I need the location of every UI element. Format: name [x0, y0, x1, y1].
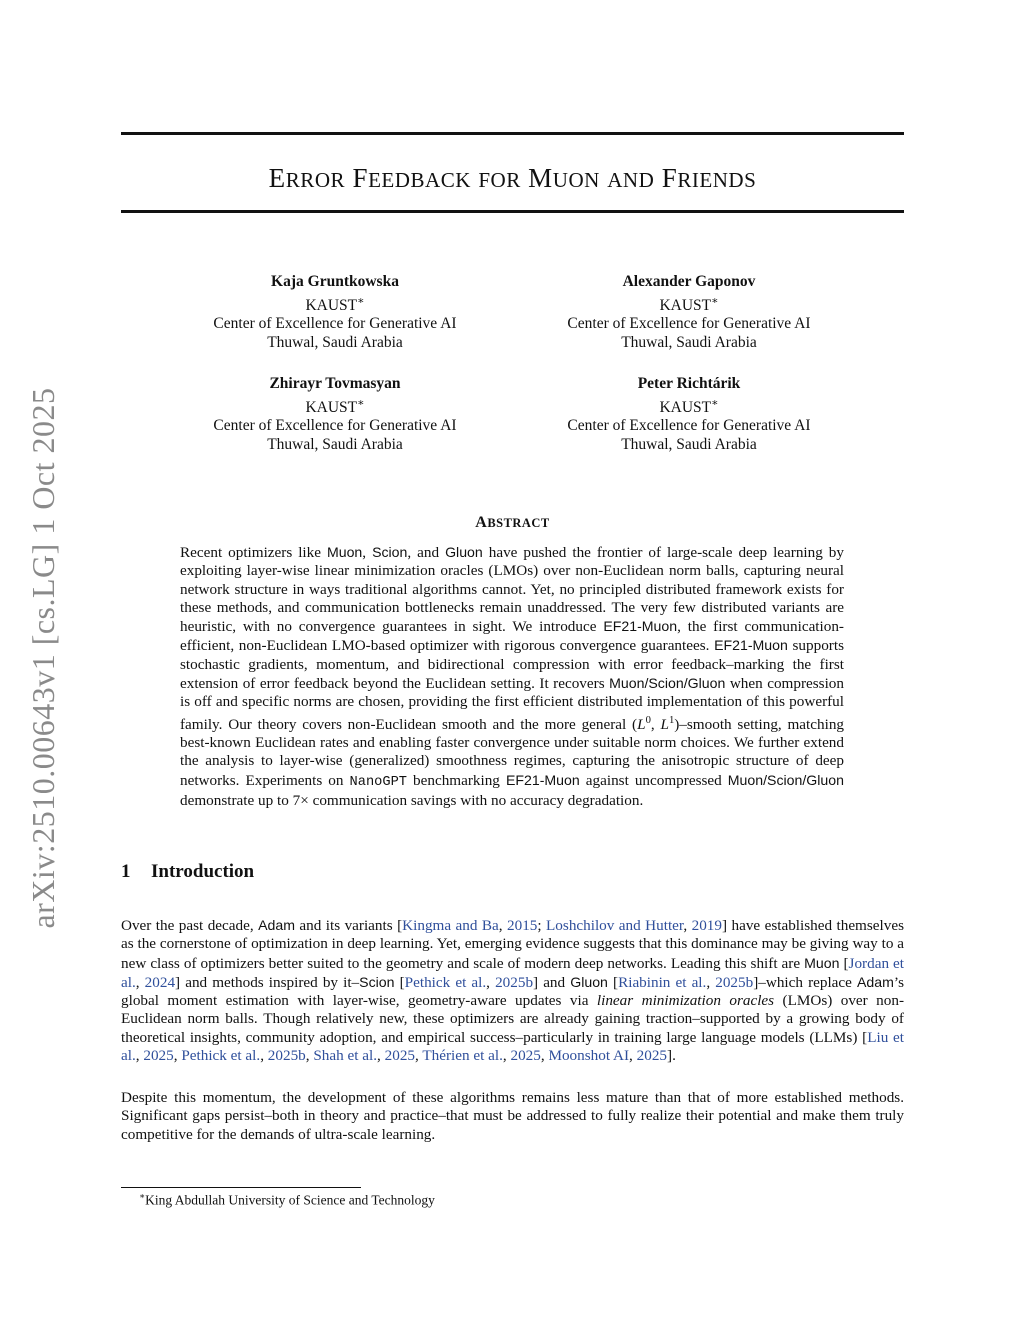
- citation-year-link[interactable]: 2015: [507, 917, 538, 934]
- author-block-2: [524, 273, 854, 352]
- citation-link[interactable]: Liu et al.: [121, 1028, 904, 1065]
- intro-paragraph-1: Over the past decade, Adam and its variants [Kingma and Ba, 2015; Loshchilov and Hutter, 2019] have established themselves as the cornerstone of optimization in deep learning. Yet, emerging evidence suggests that this dominance may be giving way to a new class of optimizers better suited to the geometry and scale of modern deep networks. Leading this shift are Muon [Jordan et al., 2024] and methods inspired by it–Scion [Pethick et al., 2025b] and Gluon [Riabinin et al., 2025b]–which replace Adam’s global moment estimation with layer-wise, geometry-aware updates via linear minimization oracles (LMOs) over non-Euclidean norm balls. Though relatively new, these optimizers are already gaining traction–supported by a growing body of theoretical insights, community adoption, and empirical success–particularly in training large language models (LLMs) [Liu et al., 2025, Pethick et al., 2025b, Shah et al., 2025, Thérien et al., 2025, Moonshot AI, 2025].: [121, 917, 905, 1065]
- citation-year-link[interactable]: 2019: [691, 917, 722, 934]
- citation-year-link[interactable]: 2025b: [715, 973, 754, 991]
- citation-link[interactable]: Moonshot AI: [548, 1047, 630, 1065]
- author-block-1: [170, 273, 500, 352]
- author-institution: KAUST∗: [305, 294, 365, 314]
- author-location: Thuwal, Saudi Arabia: [621, 435, 757, 453]
- citation-link[interactable]: Pethick et al.: [404, 973, 487, 991]
- citation-year-link[interactable]: 2025: [636, 1047, 668, 1065]
- author-block-4: [524, 375, 854, 454]
- author-institution: KAUST∗: [305, 396, 365, 416]
- author-block-3: [170, 375, 500, 454]
- author-institution: KAUST∗: [659, 396, 719, 416]
- citation-link[interactable]: Loshchilov and Hutter: [546, 917, 684, 934]
- author-name: Kaja Gruntkowska: [271, 273, 399, 290]
- title-bottom-rule: [121, 210, 904, 213]
- footnote: ∗King Abdullah University of Science and Technology: [139, 1191, 435, 1208]
- section-heading-introduction: 1 Introduction: [121, 861, 255, 882]
- author-location: Thuwal, Saudi Arabia: [267, 435, 403, 453]
- author-location: Thuwal, Saudi Arabia: [621, 333, 757, 351]
- intro-paragraph-2: Despite this momentum, the development of these algorithms remains less mature than that of more established methods. Significant gaps persist–both in theory and practice–that must be addressed to fully realize their potential and make them truly competitive for the demands of ultra-scale learning.: [121, 1089, 904, 1143]
- citation-link[interactable]: Pethick et al.: [181, 1047, 261, 1065]
- author-location: Thuwal, Saudi Arabia: [267, 333, 403, 351]
- citation-link[interactable]: Thérien et al.: [422, 1047, 503, 1065]
- citation-link[interactable]: Shah et al.: [313, 1047, 378, 1065]
- author-name: Alexander Gaponov: [622, 273, 756, 290]
- citation-year-link[interactable]: 2025b: [495, 973, 534, 991]
- author-institution: KAUST∗: [659, 294, 719, 314]
- citation-year-link[interactable]: 2025: [510, 1047, 541, 1065]
- author-department: Center of Excellence for Generative AI: [213, 417, 457, 435]
- citation-year-link[interactable]: 2025: [143, 1047, 174, 1065]
- citation-link[interactable]: Riabinin et al.: [618, 973, 707, 991]
- citation-year-link[interactable]: 2024: [144, 973, 176, 991]
- footnote-rule: [121, 1187, 361, 1188]
- author-name: Peter Richtárik: [637, 375, 741, 392]
- citation-year-link[interactable]: 2025b: [267, 1047, 306, 1065]
- citation-link[interactable]: Kingma and Ba: [402, 917, 499, 934]
- citation-year-link[interactable]: 2025: [384, 1047, 416, 1065]
- author-department: Center of Excellence for Generative AI: [567, 417, 811, 435]
- citation-link[interactable]: Jordan et al.: [121, 954, 905, 991]
- author-name: Zhirayr Tovmasyan: [269, 375, 401, 392]
- paper-title: ERROR FEEDBACK FOR MUON AND FRIENDS: [268, 163, 757, 193]
- abstract-heading: ABSTRACT: [475, 514, 550, 531]
- abstract-body: Recent optimizers like Muon, Scion, and Gluon have pushed the frontier of large-scale deep learning by exploiting layer-wise linear minimization oracles (LMOs) over non-Euclidean norm balls, capturing neural network structure in ways traditional algorithms cannot. Yet, no principled distributed framework exists for these methods, and communication bottlenecks remain unaddressed. The very few distributed variants are heuristic, with no convergence guarantees in sight. We introduce EF21-Muon, the first communication-efficient, non-Euclidean LMO-based optimizer with rigorous convergence guarantees. EF21-Muon supports stochastic gradients, momentum, and bidirectional compression with error feedback–marking the first extension of error feedback beyond the Euclidean setting. It recovers Muon/Scion/Gluon when compression is off and specific norms are chosen, providing the first efficient distributed implementation of this powerful family. Our theory covers non-Euclidean smooth and the more general ($L^0$, $L^1$)–smooth setting, matching best-known Euclidean rates and enabling faster convergence under suitable norm choices. We further extend the analysis to layer-wise (generalized) smoothness regimes, capturing the anisotropic structure of deep networks. Experiments on NanoGPT benchmarking EF21-Muon against uncompressed Muon/Scion/Gluon demonstrate up to 7× communication savings with no accuracy degradation.: [180, 544, 845, 809]
- title-top-rule: [121, 132, 904, 135]
- author-department: Center of Excellence for Generative AI: [567, 315, 811, 333]
- arxiv-identifier-stamp: arXiv:2510.00643v1 [cs.LG] 1 Oct 2025: [25, 387, 61, 929]
- author-department: Center of Excellence for Generative AI: [213, 315, 457, 333]
